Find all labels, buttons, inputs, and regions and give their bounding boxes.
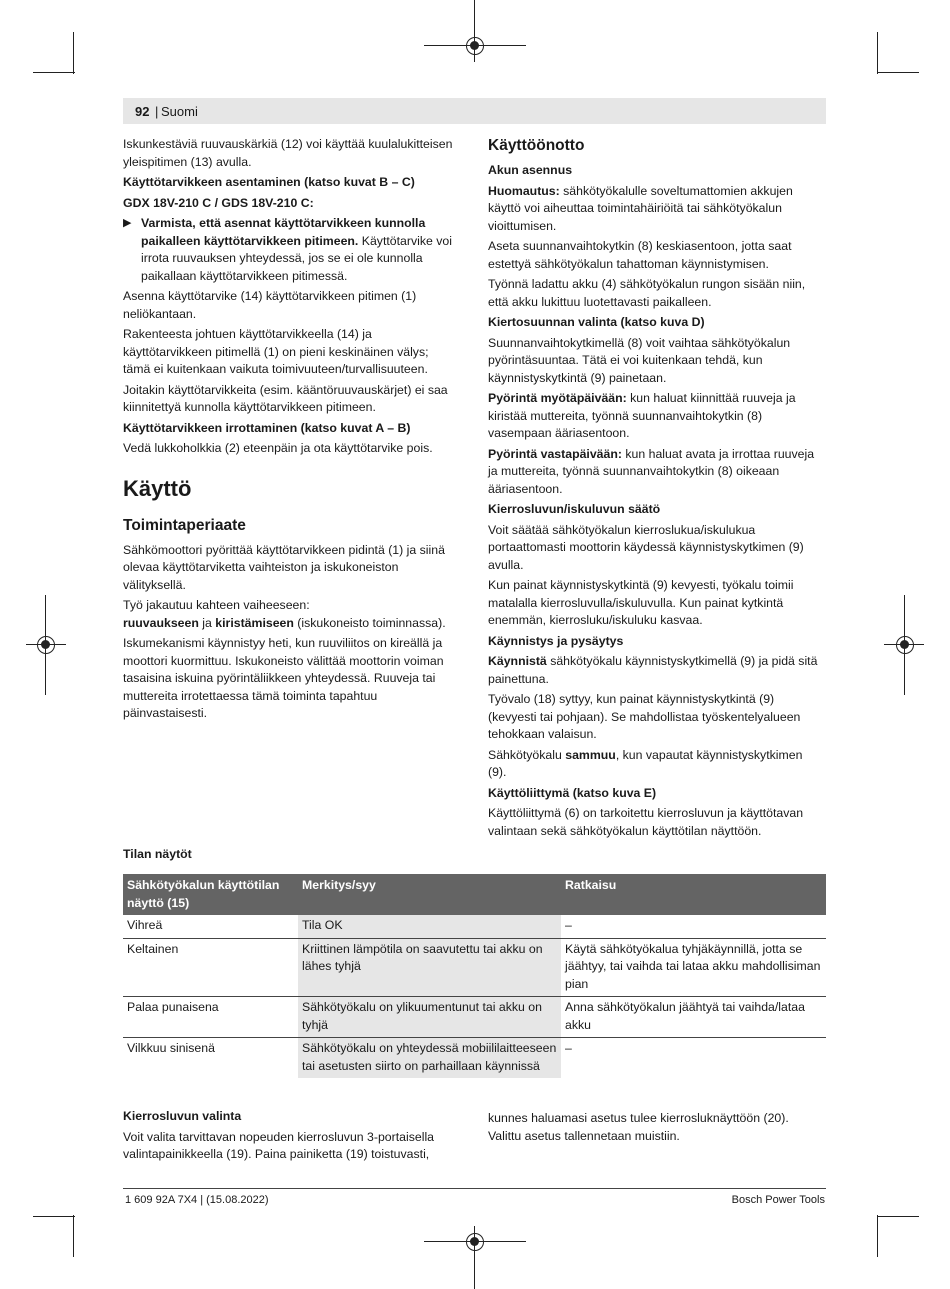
table-cell: Anna sähkötyökalun jäähtyä tai vaihda/lataa akku [561, 997, 826, 1038]
section-heading: Kiertosuunnan valinta (katso kuva D) [488, 315, 705, 329]
paragraph: Iskunkestäviä ruuvauskärkiä (12) voi käyttää kuulalukitteisen yleispitimen (13) avulla. [123, 137, 453, 169]
table-cell: – [561, 915, 826, 938]
table-caption: Tilan näytöt [123, 847, 192, 861]
text: (iskukoneisto toiminnassa). [293, 615, 446, 630]
footer-brand: Bosch Power Tools [731, 1194, 825, 1206]
section-title: Käyttöönotto [488, 137, 585, 154]
bold-text: Pyörintä vastapäivään: [488, 446, 622, 461]
table-cell: Tila OK [298, 915, 561, 938]
bold-text: sammuu [565, 747, 616, 762]
section-heading: Kierrosluvun/iskuluvun säätö [488, 502, 661, 516]
paragraph: Vedä lukkoholkkia (2) eteenpäin ja ota käyttötarvike pois. [123, 441, 433, 455]
left-column [123, 136, 453, 726]
paragraph [488, 747, 820, 782]
bottom-left-column [123, 1108, 453, 1167]
paragraph: Voit säätää sähkötyökalun kierroslukua/iskulukua portaattomasti moottorin käydessä käynnistyskytkimen (9) avulla. [488, 522, 804, 572]
text: sähkötyökalu käynnistyskytkimellä (9) ja pidä sitä painettuna. [488, 654, 818, 686]
status-table [123, 874, 826, 1078]
paragraph: Iskumekanismi käynnistyy heti, kun ruuviliitos on kireällä ja moottori kuormittuu. Iskukoneisto välittää moottorin voiman tasaisina iskuina pyörintäliikkeen yhteydessä. Ruuveja tai muttereita irrotettaessa tämä toiminta tapahtuu päinvastaisesti. [123, 636, 444, 720]
column-header: Ratkaisu [561, 874, 826, 915]
column-header: Sähkötyökalun käyttötilan näyttö (15) [123, 874, 298, 915]
paragraph [488, 446, 820, 499]
table-cell: – [565, 1041, 572, 1055]
registration-mark-icon [37, 636, 55, 654]
table-row [123, 997, 826, 1038]
triangle-bullet-icon: ▶ [123, 217, 132, 229]
section-heading: Käynnistys ja pysäytys [488, 633, 624, 648]
section-title: Toimintaperiaate [123, 516, 246, 534]
bold-text: Käynnistä [488, 654, 547, 668]
paragraph: Kun painat käynnistyskytkintä (9) kevyesti, työkalu toimii matalalla kierrosluvulla/iskuluvulla. Kun painat kytkintä enemmän, kierrosluku/iskuluku kasvaa. [488, 578, 794, 627]
section-heading: Käyttöliittymä (katso kuva E) [488, 785, 657, 800]
section-heading: Akun asennus [488, 163, 573, 177]
header-section: Suomi [161, 104, 198, 119]
text: Sähkötyökalu [488, 747, 566, 762]
table-header-row [123, 874, 826, 915]
paragraph: Käyttöliittymä (6) on tarkoitettu kierrosluvun ja käyttötavan valintaan sekä sähkötyökalun käyttötilan näyttöön. [488, 806, 804, 838]
paragraph: Suunnanvaihtokytkimellä (8) voit vaihtaa sähkötyökalun pyörintäsuuntaa. Tätä ei voi kuitenkaan tehdä, kun käynnistyskytkintä (9) painetaan. [488, 335, 791, 385]
warning-bullet [123, 215, 453, 285]
paragraph: kunnes haluamasi asetus tulee kierrosluknäyttöön (20). Valittu asetus tallennetaan muistiin. [488, 1111, 789, 1143]
paragraph: Voit valita tarvittavan nopeuden kierrosluvun 3-portaisella valintapainikkeella (19). Paina painiketta (19) toistuvasti, [123, 1129, 435, 1161]
crop-mark [73, 1215, 74, 1257]
paragraph: Työnnä ladattu akku (4) sähkötyökalun rungon sisään niin, että akku lukittuu luotettavasti paikalleen. [488, 277, 806, 309]
bottom-right-column [488, 1110, 820, 1148]
header-separator: | [155, 104, 159, 119]
paragraph: Asenna käyttötarvike (14) käyttötarvikkeen pitimen (1) neliökantaan. [123, 289, 417, 321]
text: ja [198, 615, 216, 630]
section-heading: Käyttötarvikkeen asentaminen (katso kuvat B – C) [123, 175, 415, 189]
bold-text: Pyörintä myötäpäivään: [488, 391, 627, 405]
paragraph: Sähkömoottori pyörittää käyttötarvikkeen pidintä (1) ja siinä olevaa käyttötarviketta vaihteiston ja iskukoneiston välityksellä. [123, 542, 445, 592]
bold-text: kiristämiseen [215, 615, 294, 630]
text: kun haluat kiinnittää ruuveja ja kiristää muttereita, työnnä suunnanvaihtokytkin (8) vasempaan ääriasentoon. [488, 391, 796, 440]
page-header [123, 98, 826, 124]
registration-mark-icon [466, 1233, 484, 1251]
crop-mark [877, 1215, 878, 1257]
bold-text: ruuvaukseen [123, 615, 199, 630]
paragraph: Rakenteesta johtuen käyttötarvikkeella (14) ja käyttötarvikkeen pitimellä (1) on pieni keskinäinen välys; tämä ei kuitenkaan vaikuta toimivuuteen/turvallisuuteen. [123, 327, 429, 376]
crop-mark [73, 32, 74, 74]
text: sähkötyökalulle soveltumattomien akkujen käyttö voi aiheuttaa toimintahäiriöitä tai sähkötyökalun vioittumisen. [488, 183, 793, 233]
paragraph [123, 615, 453, 633]
crop-mark [33, 1216, 75, 1217]
text: kun haluat avata ja irrottaa ruuveja ja muttereita, työnnä suunnanvaihtokytkin (8) oikeaan ääriasentoon. [488, 446, 815, 496]
paragraph: Aseta suunnanvaihtokytkin (8) keskiasentoon, jotta saat estettyä sähkötyökalun tahattoman käynnistymisen. [488, 239, 792, 271]
registration-mark-icon [466, 37, 484, 55]
section-heading: Kierrosluvun valinta [123, 1109, 242, 1123]
bullet-bold-text: Varmista, että asennat käyttötarvikkeen kunnolla paikalleen käyttötarvikkeen pitimeen. [141, 216, 426, 248]
crop-mark [877, 1216, 919, 1217]
crop-mark [877, 32, 878, 74]
right-column [488, 136, 820, 843]
bold-text: Huomautus: [488, 183, 560, 198]
crop-mark [877, 72, 919, 73]
column-header: Merkitys/syy [298, 874, 561, 915]
paragraph [488, 653, 820, 688]
footer-doc-id: 1 609 92A 7X4 | (15.08.2022) [125, 1194, 269, 1206]
table-row [123, 938, 826, 997]
model-heading: GDX 18V-210 C / GDS 18V-210 C: [123, 195, 314, 210]
crop-mark [33, 72, 75, 73]
table-cell: Kriittinen lämpötila on saavutettu tai akku on lähes tyhjä [298, 938, 561, 997]
bullet-text: Käyttötarvike voi irrota ruuvauksen yhteydessä, jos se ei ole kunnolla paikallaan käyttötarvikkeen pitimessä. [141, 233, 452, 283]
table-cell: Vihreä [123, 915, 298, 938]
text: , kun vapautat käynnistyskytkimen (9). [488, 747, 803, 779]
table-cell: Sähkötyökalu on ylikuumentunut tai akku on tyhjä [298, 997, 561, 1038]
table-cell: Keltainen [123, 938, 298, 997]
table-row [123, 1038, 826, 1079]
registration-mark-icon [896, 636, 914, 654]
table-cell: Sähkötyökalu on yhteydessä mobiililaitteeseen tai asetusten siirto on parhaillaan käynnissä [298, 1038, 561, 1079]
paragraph: Työvalo (18) syttyy, kun painat käynnistyskytkintä (9) (kevyesti tai pohjaan). Se mahdollistaa työskentelyalueen tehokkaan valaisun. [488, 692, 801, 741]
paragraph: Työ jakautuu kahteen vaiheeseen: [123, 598, 310, 612]
table-cell: Käytä sähkötyökalua tyhjäkäynnillä, jotta se jäähtyy, tai vaihda tai lataa akku mahdollisiman pian [561, 938, 826, 997]
chapter-title: Käyttö [123, 475, 192, 501]
page-number: 92 [135, 104, 150, 119]
table-cell: Palaa punaisena [123, 997, 298, 1038]
paragraph [488, 390, 820, 443]
section-heading: Käyttötarvikkeen irrottaminen (katso kuvat A – B) [123, 420, 411, 435]
paragraph: Joitakin käyttötarvikkeita (esim. kääntöruuvauskärjet) ei saa kiinnitettyä kunnolla käyttötarvikkeen pitimeen. [123, 382, 448, 414]
table-cell: Vilkkuu sinisenä [127, 1041, 215, 1055]
table-row [123, 915, 826, 938]
footer-rule [123, 1188, 826, 1189]
paragraph [488, 183, 820, 236]
